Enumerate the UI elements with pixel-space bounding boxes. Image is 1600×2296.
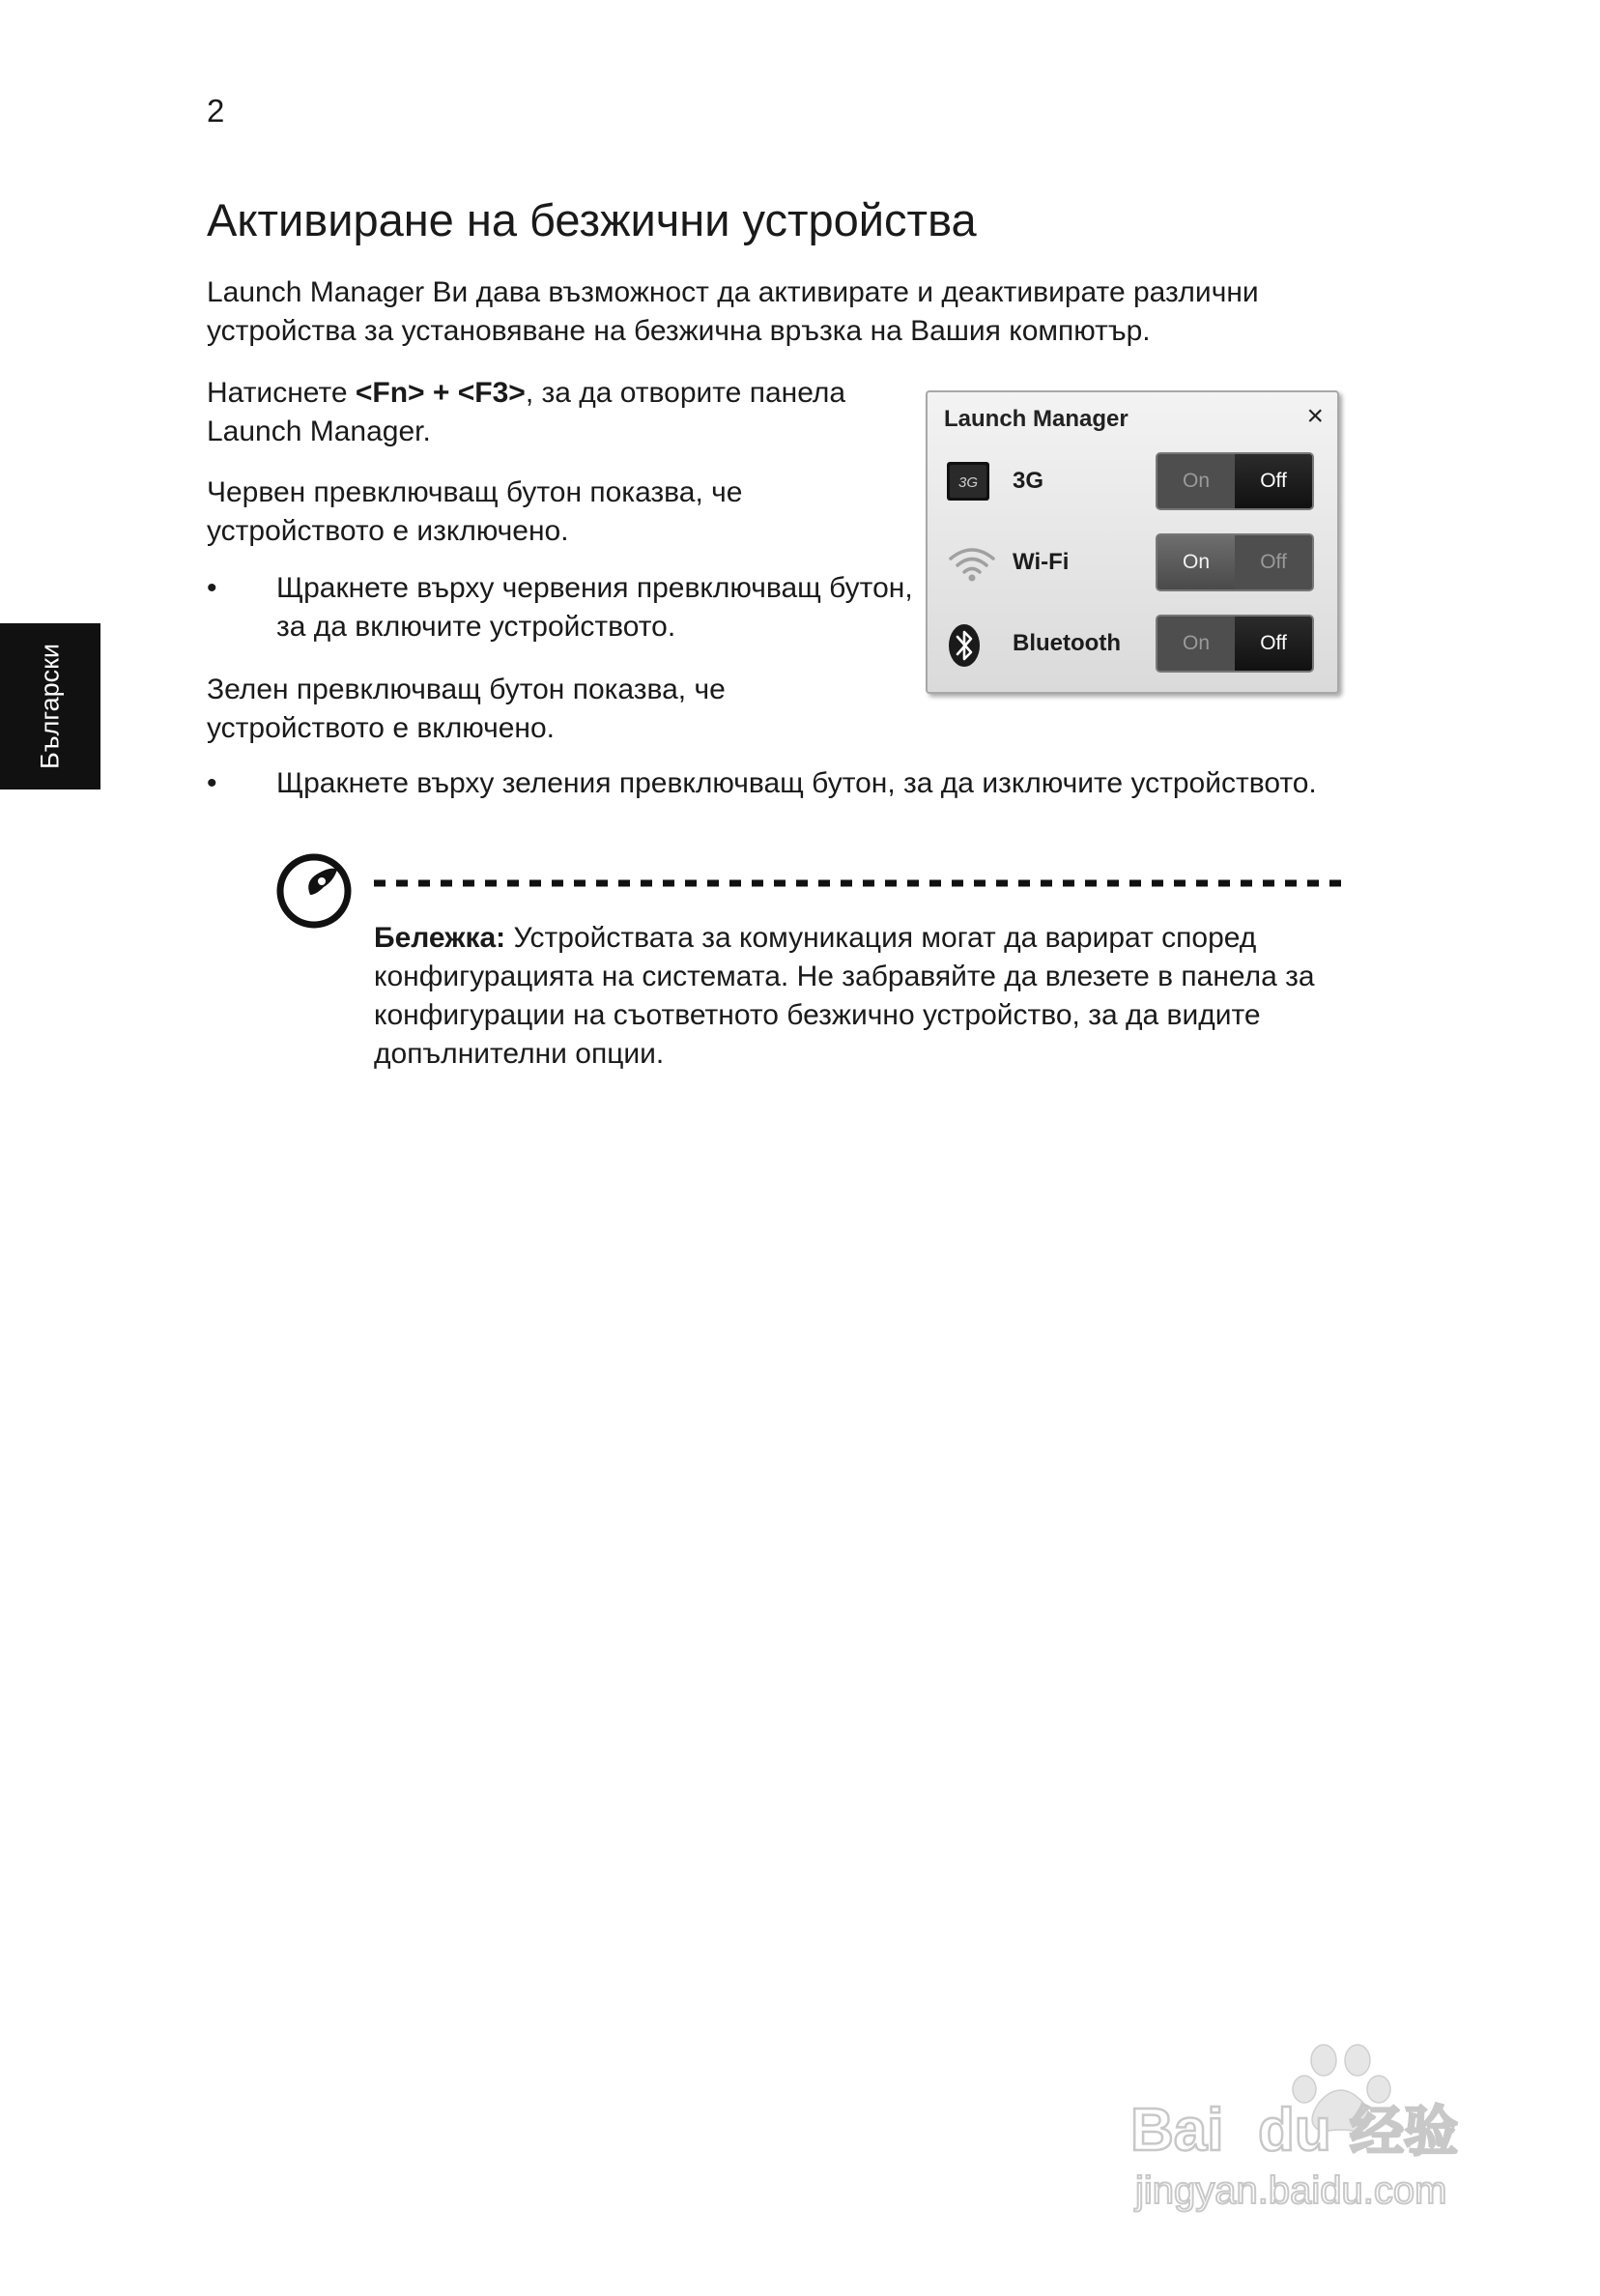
wifi-icon (947, 541, 989, 584)
watermark-cn: 经验 (1350, 2101, 1458, 2164)
close-icon[interactable]: × (1306, 400, 1324, 432)
note-icon (275, 852, 353, 930)
device-row-3g (928, 450, 1337, 512)
toggle-off-option[interactable]: Off (1235, 617, 1312, 671)
toggle-wifi[interactable] (1156, 533, 1314, 591)
launch-manager-panel (926, 390, 1339, 694)
device-row-bluetooth (928, 613, 1337, 674)
toggle-3g[interactable] (1156, 452, 1314, 510)
note-label: Бележка: (374, 922, 506, 954)
list-item (207, 569, 922, 646)
device-name: Bluetooth (1013, 630, 1121, 656)
3g-icon (947, 460, 989, 502)
watermark-brand: Bai (1130, 2097, 1224, 2164)
watermark-url: jingyan.baidu.com (1135, 2169, 1447, 2212)
intro-paragraph: Launch Manager Ви дава възможност да активирате и деактивирате различни устройства за установяване на безжична връзка на Вашия компютър. (207, 276, 1259, 347)
toggle-on-option[interactable]: On (1157, 617, 1235, 671)
list-item (207, 764, 1366, 842)
language-label: Български (35, 643, 65, 770)
open-panel-suffix: , за да отворите панела Launch Manager. (207, 377, 846, 447)
toggle-on-option[interactable]: On (1157, 454, 1235, 508)
key-combination: <Fn> + <F3> (355, 377, 526, 409)
toggle-off-option[interactable]: Off (1235, 454, 1312, 508)
bullet-marker: • (207, 572, 217, 604)
red-toggle-paragraph: Червен превключващ бутон показва, че устройството е изключено. (207, 476, 743, 547)
watermark-brand-2: du (1258, 2097, 1331, 2164)
bullet-text: Щракнете върху зеления превключващ бутон, за да изключите устройството. (276, 767, 1317, 799)
baidu-watermark (1126, 2039, 1493, 2232)
note-divider (374, 875, 1345, 885)
section-title: Активиране на безжични устройства (207, 194, 977, 245)
open-panel-paragraph (207, 374, 902, 451)
toggle-off-option[interactable]: Off (1235, 535, 1312, 589)
page-number: 2 (207, 93, 225, 129)
toggle-bluetooth[interactable] (1156, 615, 1314, 673)
panel-title: Launch Manager (944, 406, 1129, 432)
device-name: Wi-Fi (1013, 549, 1070, 575)
3g-icon-text: 3G (957, 474, 979, 491)
toggle-on-option[interactable]: On (1157, 535, 1235, 589)
open-panel-prefix: Натиснете (207, 377, 356, 409)
language-side-tab (0, 623, 100, 789)
bluetooth-icon (947, 622, 989, 665)
green-toggle-paragraph: Зелен превключващ бутон показва, че устройството е включено. (207, 674, 726, 744)
note-paragraph (374, 919, 1345, 1074)
note-text: Устройствата за комуникация могат да варират според конфигурацията на системата. Не забравяйте да влезете в панела за конфигурации на съответното безжично устройство, за да видите допълнителни опции. (374, 922, 1315, 1070)
bullet-marker: • (207, 767, 217, 799)
device-name: 3G (1013, 468, 1044, 494)
device-row-wifi (928, 531, 1337, 593)
bullet-text: Щракнете върху червения превключващ бутон, за да включите устройството. (276, 572, 913, 643)
